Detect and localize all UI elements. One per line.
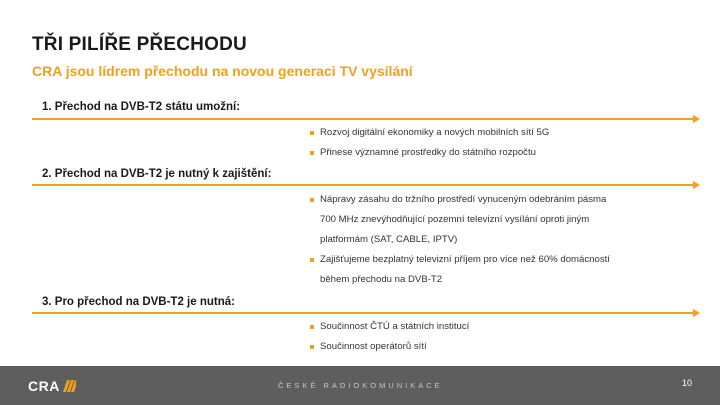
- section-bullets-3: [310, 317, 680, 357]
- section-heading-3: 3. Pro přechod na DVB-T2 je nutná:: [42, 296, 235, 308]
- bullet-item: [310, 250, 680, 270]
- bullet-icon: [310, 258, 314, 262]
- bullet-icon: [310, 345, 314, 349]
- bullet-item: [310, 317, 680, 337]
- logo-text: CRA: [28, 378, 60, 394]
- logo-stripes-icon: [62, 379, 76, 393]
- section-heading-1: 1. Přechod na DVB-T2 státu umožní:: [42, 101, 241, 113]
- bullet-icon: [310, 131, 314, 135]
- bullet-text: Zajišťujeme bezplatný televizní příjem pro více než 60% domácností: [320, 254, 610, 265]
- bullet-continuation: [310, 230, 680, 250]
- cra-logo: [28, 378, 76, 394]
- bullet-text: Přinese významné prostředky do státního rozpočtu: [320, 147, 536, 158]
- section-arrow-1: [32, 118, 694, 120]
- bullet-text: platformám (SAT, CABLE, IPTV): [320, 234, 458, 245]
- bullet-item: [310, 143, 680, 163]
- section-bullets-2: [310, 190, 680, 290]
- bullet-text: Rozvoj digitální ekonomiky a nových mobilních sítí 5G: [320, 127, 550, 138]
- bullet-item: [310, 337, 680, 357]
- bullet-item: [310, 123, 680, 143]
- section-arrow-3: [32, 312, 694, 314]
- slide-subtitle: CRA jsou lídrem přechodu na novou generaci TV vysílání: [32, 63, 413, 79]
- bullet-icon: [310, 151, 314, 155]
- bullet-continuation: [310, 210, 680, 230]
- page-number: 10: [681, 378, 692, 388]
- bullet-text: 700 MHz znevýhodňující pozemní televizní vysílání oproti jiným: [320, 214, 590, 225]
- section-heading-2: 2. Přechod na DVB-T2 je nutný k zajištění:: [42, 168, 272, 180]
- bullet-continuation: [310, 270, 680, 290]
- section-arrow-2: [32, 184, 694, 186]
- bullet-text: Nápravy zásahu do tržního prostředí vynuceným odebráním pásma: [320, 194, 607, 205]
- slide-footer: [0, 366, 720, 405]
- bullet-text: Součinnost ČTÚ a státních institucí: [320, 321, 470, 332]
- bullet-icon: [310, 325, 314, 329]
- bullet-icon: [310, 198, 314, 202]
- bullet-text: během přechodu na DVB-T2: [320, 274, 443, 285]
- bullet-item: [310, 190, 680, 210]
- section-bullets-1: [310, 123, 680, 163]
- slide-title: TŘI PILÍŘE PŘECHODU: [32, 34, 247, 55]
- company-name: ČESKÉ RADIOKOMUNIKACE: [278, 381, 443, 390]
- bullet-text: Součinnost operátorů sítí: [320, 341, 427, 352]
